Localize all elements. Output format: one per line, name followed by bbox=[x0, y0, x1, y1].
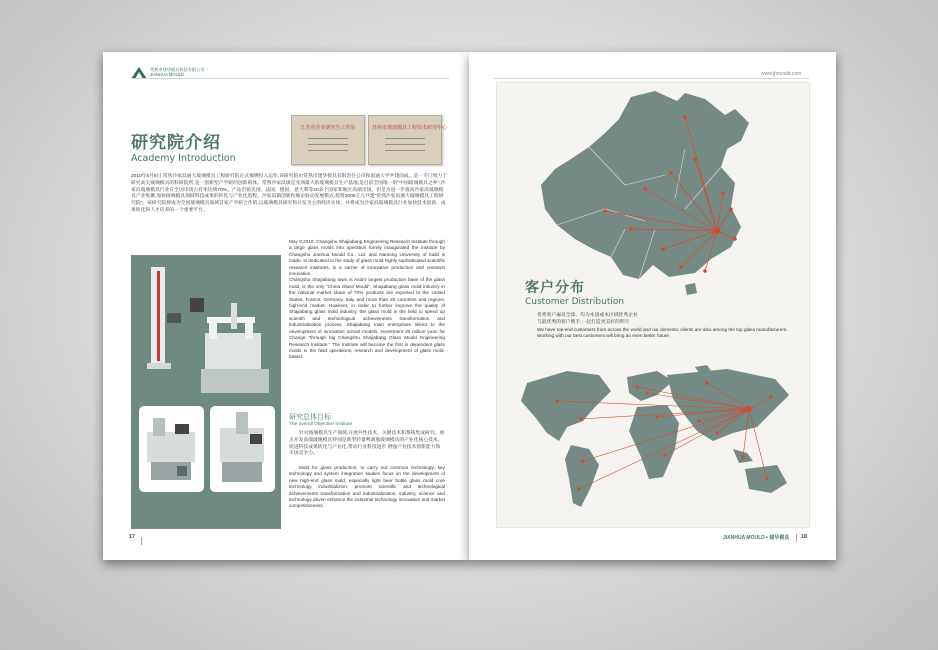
map-panel bbox=[496, 82, 810, 528]
objective-heading bbox=[289, 412, 352, 427]
machine-photo-card bbox=[210, 406, 275, 492]
page-number: 18 bbox=[801, 534, 808, 540]
plaque-text: 苏州市玻璃模具工程技术研究中心 bbox=[372, 125, 448, 131]
section-title bbox=[131, 128, 236, 164]
title-en: Academy Introduction bbox=[131, 153, 236, 164]
objective-paragraph-cn: 针对玻璃模具生产领域,开展共性技术、关键技术和系统集成研究。重点开发高端玻璃模具特别是新型轻量啤酒瓶玻璃模具的产业化核心技术。促进科技成果转化与产业化,带动行业科技进步,增强产业技术创新能力和市场竞争力。 bbox=[289, 431, 445, 457]
distribution-heading bbox=[525, 277, 624, 307]
header-divider bbox=[131, 78, 449, 79]
intro-paragraph-cn: 2010年5月8日 常熟沙家浜通大玻璃模具工程研究院正式揭牌投入运作,该研究院由常熟市建华模具有限责任公司和南通大学共建而成。是一专门致力于研究高尖玻璃模具的科研院所,是一创新型产学研的创新载体。常熟沙家浜镇是亚洲最大的玻璃模具生产基地,是目前全国唯一的"中国玻璃模具之乡",沙家浜玻璃模具行业在全国市场占有率达到70%。产品出销美国、法国、德国、意大利等20多个国家和地区高端市场。但是为进一步提高沙家浜玻璃模具产业集聚,加快玻璃模具领域科技成果的转化与产业化进程。沙家浜镇创新校地企联动发展模式,投资2000万元共建"常熟沙家浜通大玻璃模具工程研究院"。该研究院将成为全国玻璃模具领域首家产学研合作的,以玻璃模具研究和开发为主的经济实体。并将成为沙家浜玻璃模具行业加快技术创新、成果转化和人才培养的一个重要平台。 bbox=[131, 174, 448, 213]
cnc-machine-image bbox=[210, 406, 275, 492]
machine-photo-card bbox=[139, 406, 204, 492]
right-page bbox=[469, 52, 836, 560]
objective-title-en: The overall Objective Institute bbox=[289, 422, 353, 427]
title-cn: 客户分布 bbox=[525, 279, 585, 295]
left-page bbox=[103, 52, 469, 560]
footer-brand: JIANHUA MOULD • 建华模具 bbox=[723, 535, 790, 541]
objective-title-cn: 研究总体目标 bbox=[289, 414, 331, 421]
plaque-text: 江苏省企业研究生工作站 bbox=[300, 125, 356, 131]
award-plaque bbox=[291, 115, 365, 165]
logo-subtext: JIANHUA MOULD bbox=[150, 72, 184, 77]
header-divider bbox=[494, 78, 809, 79]
logo-name: 常熟市建华模具科技有限公司 bbox=[150, 67, 205, 72]
title-en: Customer Distribution bbox=[525, 297, 625, 307]
desc-cn-1: 优秀客户遍及全球。均为本国或本区域优秀企业 bbox=[537, 313, 638, 318]
desc-en-2: Working with our best customers will bring an even better future. bbox=[537, 333, 671, 338]
distribution-description bbox=[525, 313, 805, 339]
page-number: 17 bbox=[129, 534, 136, 540]
desc-cn-2: 与最优秀的客户携手,一起打造更美好的明天 bbox=[537, 319, 630, 325]
cnc-machine-image bbox=[139, 406, 204, 492]
title-cn: 研究院介绍 bbox=[131, 133, 221, 152]
measuring-machine-image bbox=[145, 263, 275, 403]
china-map-image bbox=[535, 89, 775, 305]
logo-text bbox=[150, 67, 204, 77]
objective-paragraph-en: Mold for glass production, to carry out common technology, key technology and system integration studies focus on the development of new high-end glass mold, especially light beer bottle glass mold core technology industrializion, promote scientific and technological achievements transformation and industrialization, industry, science and technology driven enhance the industrial technology innovation and market competitiveness. bbox=[289, 465, 445, 509]
award-plaque bbox=[368, 115, 448, 165]
intro-paragraph-en: May 8,2010, Changshu Shajiabang Engineering Research Institute through a large glass molds into operation formly inaugurated the institute by Changshu Jianhua Mould Co., Ltd. and Nantong University of build is made. Is dedicated to the study of glass mold highly sophisticated scientific research institutes, is a carrier of innovative production and research innovation. Changshu Shajiabang town is Asia's largest production base of the glass mold, is the only "China Glass Mould", Shajiabang glass mold industry in the national market share of 70% products are exported to the United States, France, Germany, Italy and more than 20 countries and regions, high-end market. However, in order to further improve the quality of Shajiabang glass mold industry, the glass mold in the field to speed up scientifi and technological achievements transformation and industrialization process. Shajiabang town enterprises linked to the oevelopment of innovative school models, investment 20 million yuan for Change "through big Changshu Shajiabang Glass Mould Engineering Research Institute." The Institute will become the first in dependent glass molds in the field operations, research and development of glass mold-based. bbox=[289, 239, 445, 360]
footer-divider bbox=[796, 534, 797, 542]
photo-panel bbox=[131, 255, 281, 529]
website-url[interactable]: www.jhmould.com bbox=[761, 71, 802, 77]
world-map-image bbox=[507, 361, 801, 517]
desc-en-1: We have top-end customers from across the world and our domestic clients are also among the top glass manufacturers. bbox=[537, 326, 788, 332]
footer-divider bbox=[141, 537, 142, 545]
